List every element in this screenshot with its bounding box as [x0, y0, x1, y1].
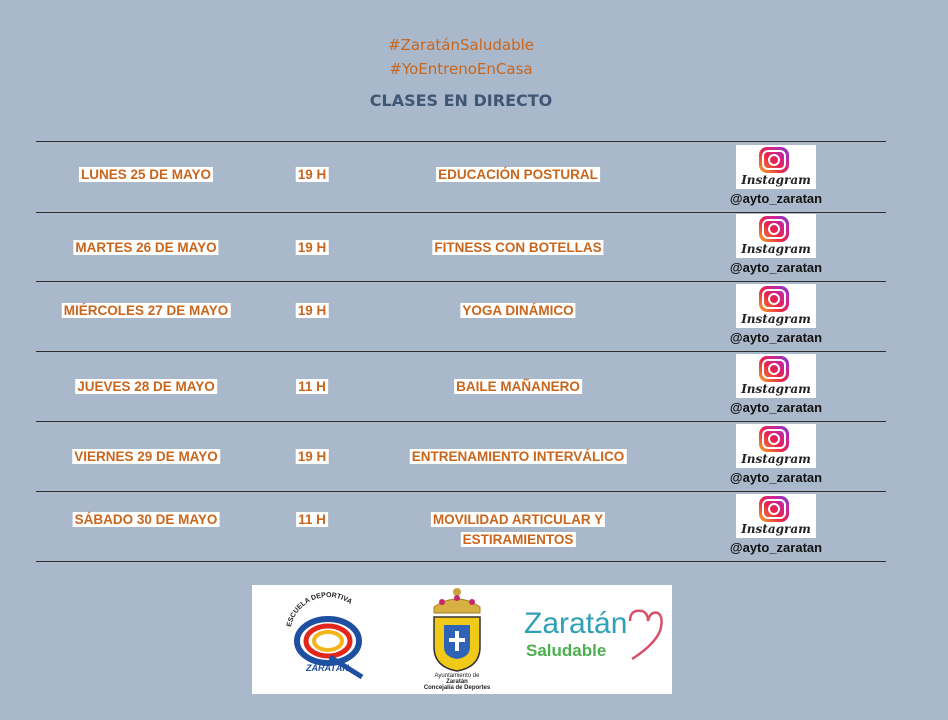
row-day: MIÉRCOLES 27 DE MAYO — [63, 303, 229, 318]
row-day: LUNES 25 DE MAYO — [80, 167, 212, 182]
instagram-handle: @ayto_zaratan — [729, 191, 823, 206]
escuela-deportiva-logo — [274, 585, 384, 694]
instagram-link[interactable] — [721, 284, 831, 345]
concejalia-label: Concejalía de Deportes — [423, 685, 491, 691]
ayuntamiento-label: Ayuntamiento de — [434, 673, 480, 679]
instagram-handle: @ayto_zaratan — [729, 470, 823, 485]
instagram-link[interactable] — [721, 354, 831, 415]
instagram-icon — [759, 356, 789, 382]
row-time: 19 H — [297, 240, 327, 255]
ayuntamiento-coat-of-arms — [422, 585, 492, 673]
row-time: 19 H — [297, 303, 327, 318]
instagram-link[interactable] — [721, 145, 831, 206]
row-activity: FITNESS CON BOTELLAS — [434, 240, 602, 255]
row-activity-line1: MOVILIDAD ARTICULAR Y — [432, 512, 604, 527]
row-day: JUEVES 28 DE MAYO — [77, 379, 215, 394]
row-time: 19 H — [297, 449, 327, 464]
ayuntamiento-name: Zaratán — [446, 679, 468, 685]
instagram-wordmark: Instagram — [741, 242, 811, 256]
table-rule — [36, 212, 886, 213]
instagram-handle: @ayto_zaratan — [729, 400, 823, 415]
instagram-wordmark: Instagram — [741, 522, 811, 536]
row-time: 19 H — [297, 167, 327, 182]
table-rule — [36, 421, 886, 422]
instagram-handle: @ayto_zaratan — [729, 330, 823, 345]
instagram-link[interactable] — [721, 214, 831, 275]
row-time: 11 H — [298, 379, 326, 394]
instagram-wordmark: Instagram — [741, 452, 811, 466]
zaratan-saludable-subtitle: Saludable — [526, 641, 607, 660]
row-activity: YOGA DINÁMICO — [462, 303, 574, 318]
sponsor-logos — [252, 585, 672, 694]
instagram-icon — [759, 496, 789, 522]
instagram-wordmark: Instagram — [741, 382, 811, 396]
instagram-link[interactable] — [721, 494, 831, 555]
row-activity: EDUCACIÓN POSTURAL — [438, 167, 598, 182]
row-time: 11 H — [298, 512, 326, 527]
instagram-link[interactable] — [721, 424, 831, 485]
table-rule — [36, 281, 886, 282]
page-title: CLASES EN DIRECTO — [369, 91, 553, 110]
hashtag-yo-entreno-en-casa: #YoEntrenoEnCasa — [389, 60, 533, 78]
row-activity: ENTRENAMIENTO INTERVÁLICO — [411, 449, 625, 464]
table-rule-bottom — [36, 561, 886, 562]
instagram-wordmark: Instagram — [741, 173, 811, 187]
instagram-icon — [759, 147, 789, 173]
instagram-handle: @ayto_zaratan — [729, 540, 823, 555]
table-rule-top — [36, 141, 886, 142]
instagram-handle: @ayto_zaratan — [729, 260, 823, 275]
heart-icon — [624, 607, 664, 661]
instagram-icon — [759, 286, 789, 312]
hashtag-zaratan-saludable: #ZaratánSaludable — [388, 36, 534, 54]
table-rule — [36, 351, 886, 352]
row-activity-line2: ESTIRAMIENTOS — [462, 532, 574, 547]
svg-text:ZARATÁN: ZARATÁN — [306, 663, 349, 673]
row-day: MARTES 26 DE MAYO — [75, 240, 217, 255]
row-activity: BAILE MAÑANERO — [456, 379, 580, 394]
zaratan-saludable-wordmark: Zaratán — [524, 607, 628, 640]
row-day: VIERNES 29 DE MAYO — [74, 449, 218, 464]
row-day: SÁBADO 30 DE MAYO — [74, 512, 218, 527]
table-rule — [36, 491, 886, 492]
instagram-icon — [759, 216, 789, 242]
instagram-wordmark: Instagram — [741, 312, 811, 326]
instagram-icon — [759, 426, 789, 452]
svg-text:ESCUELA DEPORTIVA: ESCUELA DEPORTIVA — [285, 591, 354, 628]
